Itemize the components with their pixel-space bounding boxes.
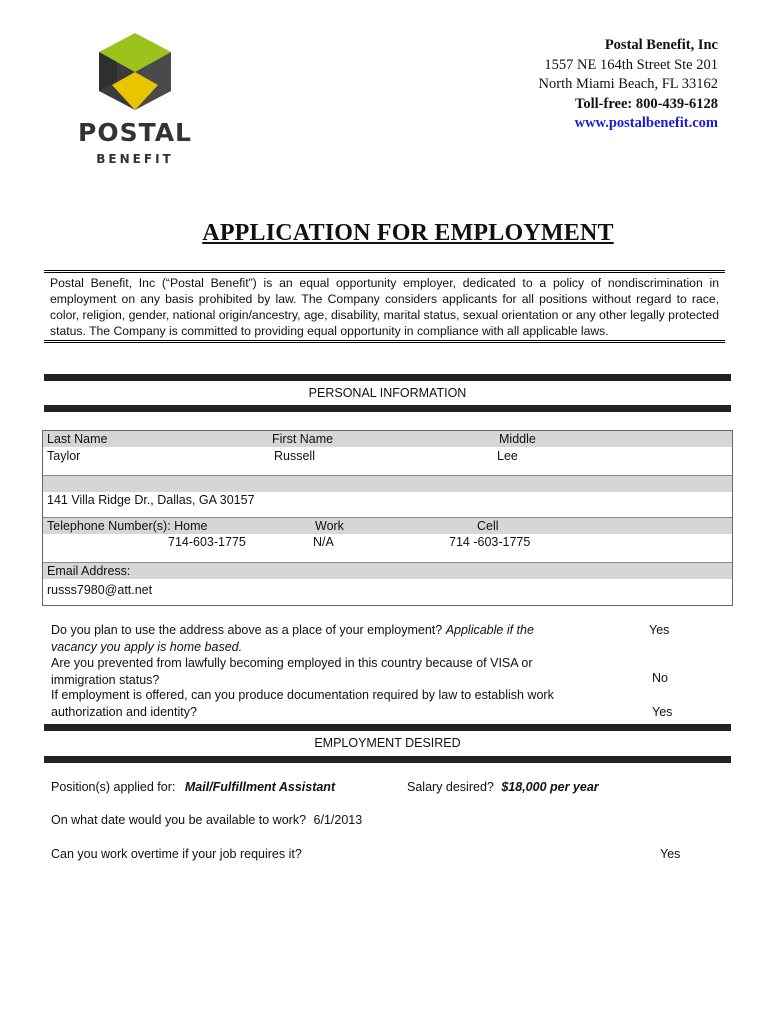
address-row [43, 491, 732, 516]
question-home-address [51, 622, 611, 655]
salary-field[interactable]: $18,000 per year [501, 780, 599, 794]
email-value-row [43, 578, 732, 604]
logo-word-postal: POSTAL [78, 118, 192, 147]
first-name-field[interactable]: Russell [274, 449, 315, 463]
eeo-statement: Postal Benefit, Inc (“Postal Benefit”) is an equal opportunity employer, dedicated to a policy of nondiscrimination in employment on any basis prohibited by law. The Company considers applicants for all positions without regard to race, color, religion, gender, national origin/ancestry, age, disability, marital status, sexual orientation or any other legally protected status. The Company is committed to providing equal opportunity in compliance with all applicable laws. [44, 270, 725, 343]
question-note: Applicable if the [445, 623, 534, 637]
company-tollfree: Toll-free: 800-439-6128 [575, 95, 718, 112]
personal-info-table [42, 430, 733, 606]
salary-row [407, 779, 599, 796]
middle-label: Middle [499, 432, 536, 446]
home-phone-field[interactable]: 714-603-1775 [168, 535, 246, 549]
address-label-row [43, 475, 732, 492]
personal-info-heading: PERSONAL INFORMATION [308, 386, 467, 400]
salary-label: Salary desired? [407, 780, 494, 794]
overtime-row [51, 846, 302, 863]
middle-name-field[interactable]: Lee [497, 449, 518, 463]
work-label: Work [315, 519, 344, 533]
cube-logo-icon [70, 30, 200, 115]
section-divider [44, 724, 731, 731]
page-title: APPLICATION FOR EMPLOYMENT [202, 220, 614, 246]
company-website-link[interactable]: www.postalbenefit.com [574, 115, 718, 131]
address-field[interactable]: 141 Villa Ridge Dr., Dallas, GA 30157 [47, 493, 255, 507]
answer-visa-status[interactable]: No [652, 671, 668, 685]
question-note: vacancy you apply is home based. [51, 639, 243, 654]
last-name-field[interactable]: Taylor [47, 449, 81, 463]
availability-label: On what date would you be available to work? [51, 813, 307, 827]
last-name-label: Last Name [47, 432, 108, 446]
email-label: Email Address: [47, 564, 131, 578]
company-name: Postal Benefit, Inc [604, 37, 718, 53]
email-label-row [43, 562, 732, 579]
cell-phone-field[interactable]: 714 -603-1775 [449, 535, 531, 549]
name-value-row [43, 447, 732, 475]
company-street: 1557 NE 164th Street Ste 201 [544, 56, 718, 73]
telephone-label: Telephone Number(s): Home [47, 519, 208, 533]
availability-row [51, 812, 362, 829]
logo-word-benefit: BENEFIT [96, 152, 174, 166]
answer-work-authorization[interactable]: Yes [652, 705, 673, 719]
work-phone-field[interactable]: N/A [313, 535, 334, 549]
availability-date-field[interactable]: 6/1/2013 [313, 813, 363, 827]
position-row [51, 779, 335, 796]
answer-overtime[interactable]: Yes [660, 847, 681, 861]
name-label-row [43, 431, 732, 447]
section-divider [44, 756, 731, 763]
position-label: Position(s) applied for: [51, 780, 176, 794]
question-work-authorization [51, 687, 651, 720]
company-logo [70, 30, 200, 170]
question-text: authorization and identity? [51, 704, 197, 719]
phone-label-row [43, 517, 732, 534]
email-field[interactable]: russs7980@att.net [47, 583, 153, 597]
answer-home-address[interactable]: Yes [649, 623, 670, 637]
position-field[interactable]: Mail/Fulfillment Assistant [184, 780, 336, 794]
company-city: North Miami Beach, FL 33162 [538, 76, 718, 92]
cell-label: Cell [477, 519, 499, 533]
question-visa-status [51, 655, 631, 688]
employment-desired-heading: EMPLOYMENT DESIRED [314, 736, 461, 750]
question-text: Are you prevented from lawfully becoming employed in this country because of VISA or [51, 656, 533, 670]
question-text: If employment is offered, can you produce documentation required by law to establish work [51, 688, 554, 702]
phone-value-row [43, 533, 732, 561]
question-text: Do you plan to use the address above as a place of your employment? [51, 623, 446, 637]
question-text: immigration status? [51, 672, 160, 687]
company-info [539, 36, 718, 134]
section-divider [44, 405, 731, 412]
overtime-label: Can you work overtime if your job requires it? [51, 847, 302, 861]
first-name-label: First Name [272, 432, 334, 446]
section-divider [44, 374, 731, 381]
